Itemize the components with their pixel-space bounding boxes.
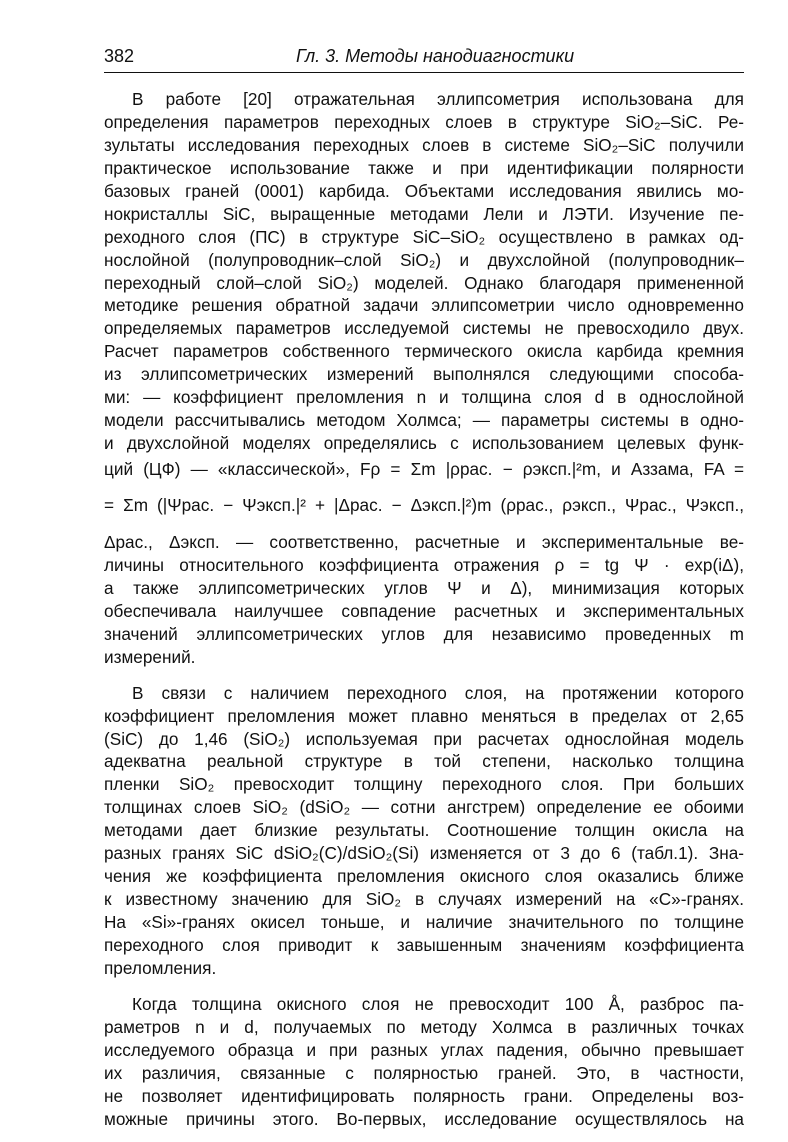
text-line: их различия, связанные с полярностью граней. Это, в частности, (104, 1062, 744, 1083)
body-text (104, 88, 744, 1130)
text-line: В работе [20] отражательная эллипсометрия использована для (132, 89, 744, 109)
text-line: а также эллипсометрических углов Ψ и Δ), минимизация которых (104, 577, 744, 598)
text-line: адекватна реальной структуре в той степени, насколько толщина (104, 751, 744, 772)
text-line: Δрас., Δэксп. — соответственно, расчетные и экспериментальные ве- (104, 532, 744, 552)
text-line: значений эллипсометрических углов для независимо проведенных m (104, 623, 744, 644)
text-line: из эллипсометрических измерений выполнялся следующими способа- (104, 364, 744, 385)
text-line: переходный слой–слой SiO₂) моделей. Однако благодаря примененной (104, 272, 744, 293)
formula-line: = Σm (|Ψрас. − Ψэксп.|² + |Δрас. − Δэксп.|²)m (ρрас., ρэксп., Ψрас., Ψэксп., (104, 495, 744, 515)
text-line: методике решения обратной задачи эллипсометрии число одновременно (104, 295, 744, 316)
text-line: практическое использование также и при идентификации полярности (104, 157, 744, 178)
text-line: нокристаллы SiC, выращенные методами Лели и ЛЭТИ. Изучение пе- (104, 203, 744, 224)
text-line: личины относительного коэффициента отражения ρ = tg Ψ · exp(iΔ), (104, 554, 744, 575)
text-line: нослойной (полупроводник–слой SiO₂) и двухслойной (полупроводник– (104, 249, 744, 270)
text-line: коэффициент преломления может плавно меняться в пределах от 2,65 (104, 705, 744, 726)
text-line: измерений. (104, 646, 196, 667)
text-line: преломления. (104, 957, 217, 978)
text-line: обеспечивала наилучшее совпадение расчетных и экспериментальных (104, 600, 744, 621)
text-line: пленки SiO₂ превосходит толщину переходного слоя. При больших (104, 774, 744, 795)
text-line: (SiC) до 1,46 (SiO₂) используемая при расчетах однослойная модель (104, 728, 744, 749)
text-line: ций (ЦФ) — «классической», Fρ = Σm |ρрас. − ρэксп.|²m, и Аззама, FA = (104, 459, 744, 479)
text-line: В связи с наличием переходного слоя, на протяжении которого (132, 682, 744, 703)
text-line: исследуемого образца и при разных углах падения, обычно превышает (104, 1039, 744, 1060)
text-line: разных гранях SiC dSiO₂(C)/dSiO₂(Si) изменяется от 3 до 6 (табл.1). Зна- (104, 843, 744, 864)
paragraph-gap (104, 669, 744, 682)
text-line: к известному значению для SiO₂ в случаях измерений на «C»-гранях. (104, 889, 744, 910)
text-line: можные причины этого. Во-первых, исследование осуществлялось на (104, 1108, 744, 1129)
text-line: Когда толщина окисного слоя не превосходит 100 Å, разброс па- (132, 993, 744, 1014)
text-line: переходного слоя приводит к завышенным значениям коэффициента (104, 934, 744, 955)
text-line: определяемых параметров исследуемой системы не превосходило двух. (104, 318, 744, 339)
text-line: базовых граней (0001) карбида. Объектами исследования явились мо- (104, 180, 744, 201)
text-line: Расчет параметров собственного термического окисла карбида кремния (104, 341, 744, 362)
text-line: модели рассчитывались методом Холмса; — параметры системы в одно- (104, 410, 744, 431)
text-line: На «Si»-гранях окисел тоньше, и наличие значительного по толщине (104, 912, 744, 932)
text-line: ми: — коэффициент преломления n и толщина слоя d в однослойной (104, 387, 744, 408)
text-line: не позволяет идентифицировать полярность грани. Определены воз- (104, 1085, 744, 1106)
text-line: чения же коэффициента преломления окисного слоя оказались ближе (104, 866, 744, 887)
page-header (104, 44, 744, 73)
text-line: определения параметров переходных слоев в структуре SiO₂–SiC. Ре- (104, 111, 744, 132)
paragraph-gap (104, 980, 744, 993)
running-title: Гл. 3. Методы нанодиагностики (296, 46, 575, 66)
text-line: реходного слоя (ПС) в структуре SiC–SiO₂ осуществлено в рамках од- (104, 226, 744, 247)
text-line: методами дает близкие результаты. Соотношение толщин окисла на (104, 820, 744, 841)
page-number: 382 (104, 46, 135, 66)
text-line: толщинах слоев SiO₂ (dSiO₂ — сотни ангстрем) определение ее обоими (104, 797, 744, 818)
text-line: зультаты исследования переходных слоев в системе SiO₂–SiC получили (104, 134, 744, 155)
text-line: и двухслойной моделях определялись с использованием целевых функ- (104, 433, 744, 454)
text-line: раметров n и d, получаемых по методу Холмса в различных точках (104, 1016, 744, 1037)
